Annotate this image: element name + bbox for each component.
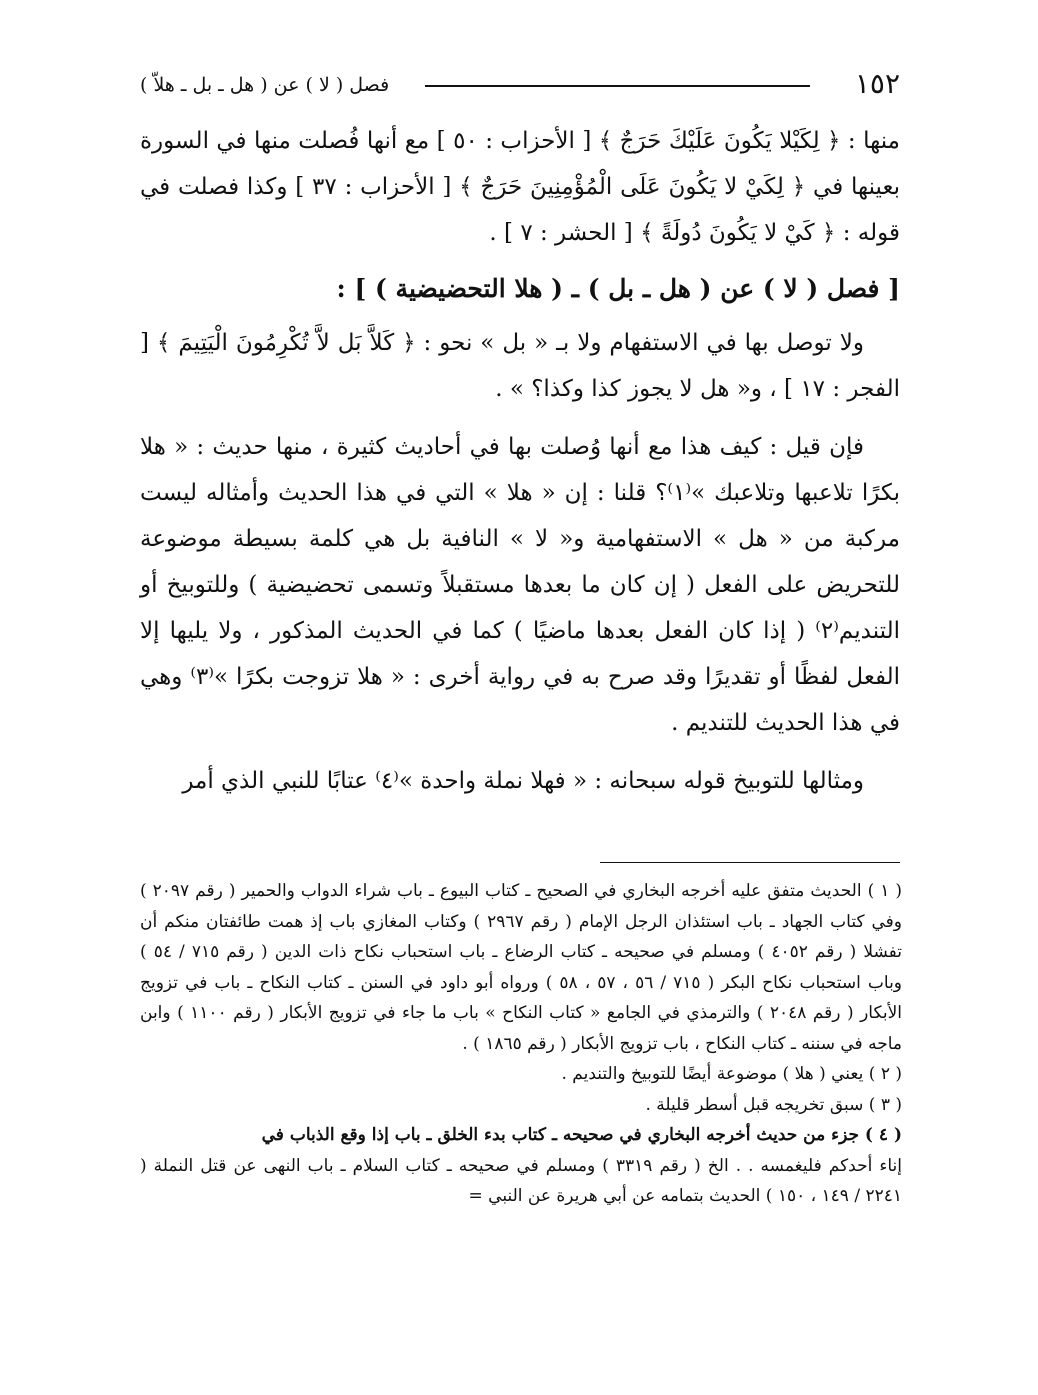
running-title: فصل ( لا ) عن ( هل ـ بل ـ هلاّ ) [140, 74, 390, 96]
footnote-2: ( ٢ ) يعني ( هلا ) موضوعة أيضًا للتوبيخ والتنديم . [561, 1064, 902, 1084]
footnote-3: ( ٣ ) سبق تخريجه قبل أسطر قليلة . [645, 1094, 902, 1115]
header-rule [425, 85, 810, 87]
page-header [140, 66, 900, 106]
footnote-1: ( ١ ) الحديث متفق عليه أخرجه البخاري في الصحيح ـ كتاب البيوع ـ باب شراء الدواب والحمير ( رقم ٢٠٩٧ ) وفي كتاب الجهاد ـ باب استئذان الرجل الإمام ( رقم ٢٩٦٧ ) وكتاب المغازي باب إذ همت طائفتان منكم أن تفشلا ( رقم ٤٠٥٢ ) ومسلم في صحيحه ـ كتاب الرضاع ـ باب استحباب نكاح ذات الدين ( رقم ٧١٥ / ٥٤ ) وباب استحباب نكاح البكر ( ٧١٥ / ٥٦ ، ٥٧ ، ٥٨ ) ورواه أبو داود في السنن ـ كتاب النكاح ـ باب في تزويج الأبكار ( رقم ٢٠٤٨ ) والترمذي في الجامع « كتاب النكاح » باب ما جاء في تزويج الأبكار ( رقم ١١٠٠ ) وابن ماجه في سننه ـ كتاب النكاح ، باب تزويج الأبكار ( رقم ١٨٦٥ ) . [140, 881, 903, 1054]
section-heading: [ فصل ( لا ) عن ( هل ـ بل ) ـ ( هلا التحضيضية ) ] : [336, 274, 900, 303]
paragraph-4: ومثالها للتوبيخ قوله سبحانه : « فهلا نملة واحدة »⁽٤⁾ عتابًا للنبي الذي أمر [182, 768, 864, 794]
paragraph-2: ولا توصل بها في الاستفهام ولا بـ « بل » نحو : ﴿ كَلاَّ بَل لاَّ تُكْرِمُونَ الْيَتِيمَ ﴾ [ الفجر : ١٧ ] ، و« هل لا يجوز كذا وكذا؟ » . [140, 330, 900, 402]
footnotes [140, 876, 902, 1212]
main-text [140, 118, 900, 804]
paragraph-3: فإن قيل : كيف هذا مع أنها وُصلت بها في أحاديث كثيرة ، منها حديث : « هلا بكرًا تلاعبها وتلاعبك »⁽١⁾؟ قلنا : إن « هلا » التي في هذا الحديث وأمثاله ليست مركبة من « هل » الاستفهامية و« لا » النافية بل هي كلمة بسيطة موضوعة للتحريض على الفعل ( إن كان ما بعدها مستقبلاً وتسمى تحضيضية ) وللتوبيخ أو التنديم⁽٢⁾ ( إذا كان الفعل بعدها ماضيًا ) كما في الحديث المذكور ، ولا يليها إلا الفعل لفظًا أو تقديرًا وقد صرح به في رواية أخرى : « هلا تزوجت بكرًا »⁽٣⁾ وهي في هذا الحديث للتنديم . [140, 434, 900, 736]
footnote-4-first-line: ( ٤ ) جزء من حديث أخرجه البخاري في صحيحه ـ كتاب بدء الخلق ـ باب إذا وقع الذباب في [261, 1125, 902, 1145]
footnote-4-continued: إناء أحدكم فليغمسه . . الخ ( رقم ٣٣١٩ ) ومسلم في صحيحه ـ كتاب السلام ـ باب النهى عن قتل النملة ( ٢٢٤١ / ١٤٩ ، ١٥٠ ) الحديث بتمامه عن أبي هريرة عن النبي = [140, 1155, 902, 1206]
footnote-separator [600, 862, 900, 863]
page-number: ١٥٢ [854, 67, 900, 100]
paragraph-1: منها : ﴿ لِكَيْلا يَكُونَ عَلَيْكَ حَرَجٌ ﴾ [ الأحزاب : ٥٠ ] مع أنها فُصلت منها في السورة بعينها في ﴿ لِكَيْ لا يَكُونَ عَلَى الْمُؤْمِنِينَ حَرَجٌ ﴾ [ الأحزاب : ٣٧ ] وكذا فصلت في قوله : ﴿ كَيْ لا يَكُونَ دُولَةً ﴾ [ الحشر : ٧ ] . [140, 128, 900, 246]
